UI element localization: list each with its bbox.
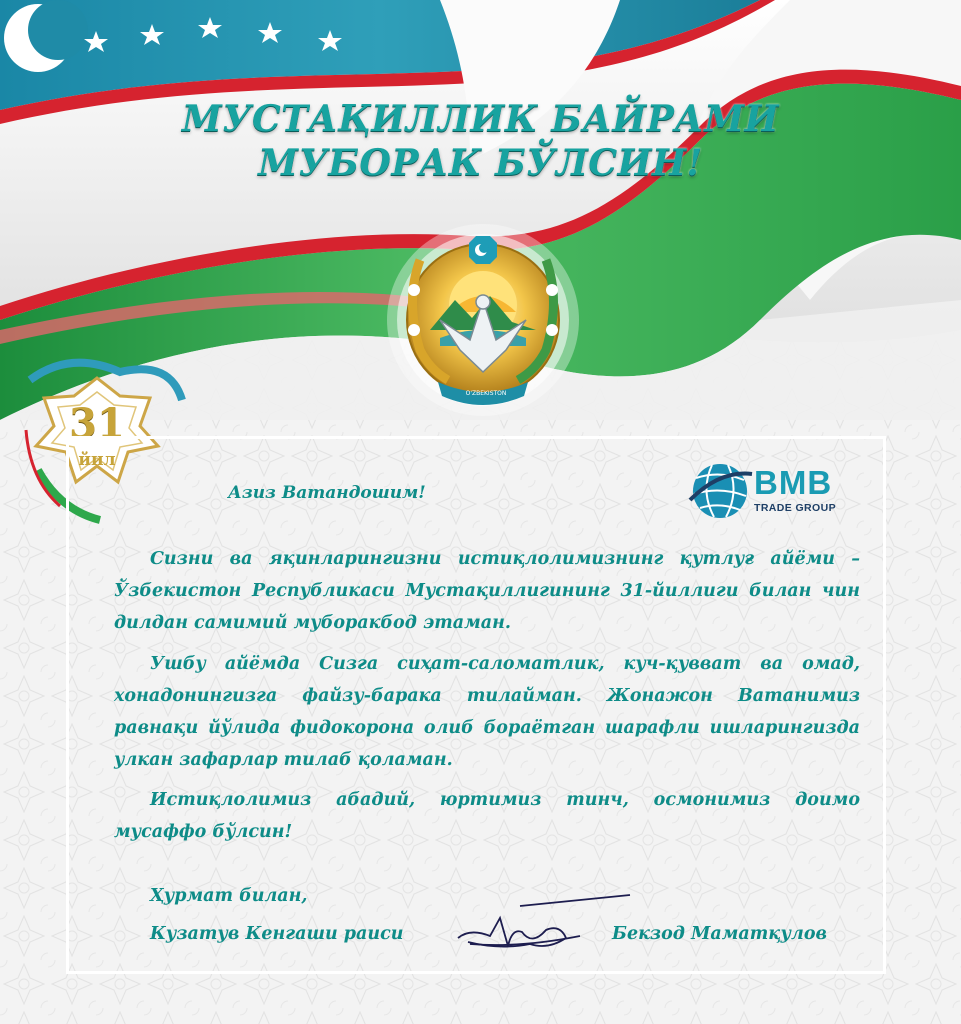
signer-position: Кузатув Кенгаши раиси [150,924,404,944]
letter-paragraph: Ушбу айёмда Сизга сиҳат-саломатлик, куч-қувват ва омад, хонадонингизга файзу-барака тилайман. Жонажон Ватанимиз равнақи йўлида фидокорона олиб бораётган шарафли ишларингизда улкан зафарлар тилаб қоламан. [114,654,860,770]
page-title-line2: МУБОРАК БЎЛСИН! [258,142,703,184]
letter-paragraph: Истиқлолимиз абадий, юртимиз тинч, осмонимиз доимо мусаффо бўлсин! [114,790,860,842]
logo-name: BMB [754,464,833,501]
emblem-label: O'ZBEKISTON [465,390,507,397]
greeting: Азиз Ватандошим! [228,483,426,503]
badge-word: йил [78,450,116,470]
closing: Ҳурмат билан, [150,886,308,906]
letter-paragraph: Сизни ва яқинларингизни истиқлолимизнинг қутлуғ айёми – Ўзбекистон Республикаси Мустақиллигининг 31-йиллиги билан чин дилдан самимий муборакбод этаман. [114,549,860,633]
page-title-line1: МУСТАҚИЛЛИК БАЙРАМИ [181,98,780,140]
state-emblem-icon [387,224,579,416]
signer-name: Бекзод Маматқулов [612,924,827,944]
badge-number: 31 [69,400,125,447]
logo-subtitle: TRADE GROUP [754,502,836,514]
